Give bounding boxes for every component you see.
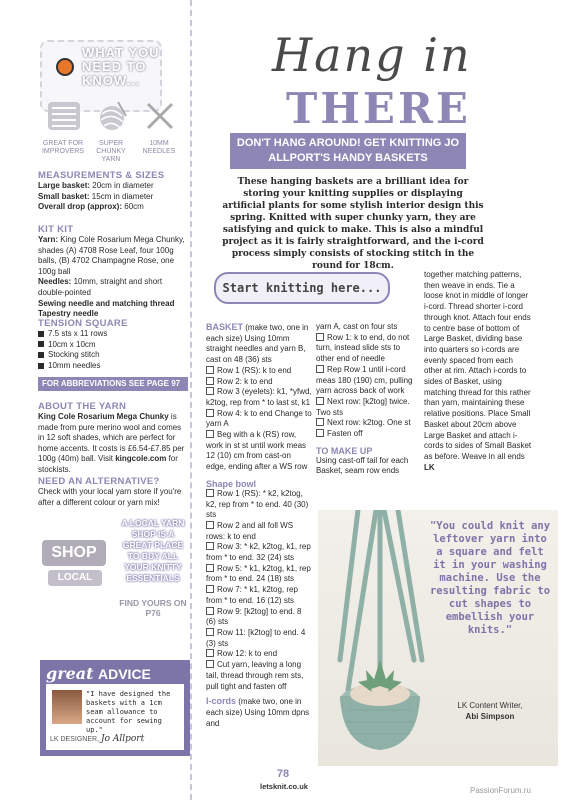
cast-on-text: yarn A, cast on four sts	[316, 322, 398, 331]
list-item: 7.5 sts x 11 rows	[38, 329, 188, 340]
standfirst: DON'T HANG AROUND! GET KNITTING JO ALLPORT'S HANDY BASKETS	[230, 133, 466, 169]
pattern-row: Fasten off	[316, 429, 416, 440]
intro-text: These hanging baskets are a brilliant idea for storing your knitting supplies or displaying artificial plants for some stylish interior design this spring. Knitted with super chunky yarn, they are satisfying and quick to make. This is also a mindful project as it is fairly straightforward, and the i-cord process simply consists of stocking stitch in the round for 18cm.	[222, 177, 484, 271]
make-up-heading: TO MAKE UP	[316, 445, 373, 456]
icon-caption: 10MM NEEDLES	[142, 140, 176, 155]
pattern-row: Row 9: [k2tog] to end. 8 (6) sts	[206, 606, 302, 627]
tension-heading: TENSION SQUARE	[38, 318, 128, 329]
pattern-row: Row 1 (RS): * k2, k2tog, k2, rep from * to end. 40 (30) sts	[206, 488, 309, 520]
about-yarn-section	[38, 401, 188, 476]
pattern-row: Next row: [k2tog] twice. Two sts	[316, 396, 410, 417]
list-item: 10mm needles	[38, 361, 188, 372]
about-heading: ABOUT THE YARN	[38, 401, 127, 412]
shop-sign: SHOP	[42, 540, 106, 566]
pattern-row: Next row: k2tog. One st	[316, 418, 416, 429]
make-up-text: Using cast-off tail for each Basket, seam row ends	[316, 455, 409, 476]
advice-title: ADVICE	[98, 666, 151, 682]
pattern-row: Row 2: k to end	[206, 377, 312, 388]
measurements-section	[38, 170, 188, 213]
pattern-column-1	[206, 322, 312, 729]
skill-icons	[41, 100, 180, 163]
pattern-row: Row 3 (eyelets): k1, *yfwd, k2tog, rep from * to last st, k1	[206, 387, 312, 407]
kit-text: Yarn: King Cole Rosarium Mega Chunky, shades (A) 4708 Rose Leaf, four 100g balls, (B) 4702 Champagne Rose, one 100g ball Needles: 10mm, straight and short double-pointed Sewing needle and matching thread Tapestry needle	[38, 235, 185, 319]
alternative-heading: NEED AN ALTERNATIVE?	[38, 476, 160, 487]
icon-caption: SUPER CHUNKY YARN	[96, 140, 126, 163]
pattern-column-2	[316, 322, 416, 477]
tension-list	[38, 329, 188, 371]
yarn-ball-icon	[92, 100, 132, 132]
list-item: 10cm x 10cm	[38, 340, 188, 351]
pattern-column-3	[424, 270, 532, 473]
page-number: 78	[276, 768, 290, 780]
advice-byline: LK DESIGNER, Jo Allport	[50, 734, 145, 744]
measurements-heading: MEASUREMENTS & SIZES	[38, 170, 165, 181]
title-there: THERE	[286, 84, 471, 133]
column-divider	[190, 0, 194, 800]
quote-attribution: LK Content Writer, Abi Simpson	[457, 701, 523, 721]
alternative-text: Check with your local yarn store if you're after a different colour or yarn mix!	[38, 487, 182, 507]
garter-swatch-icon	[44, 100, 84, 132]
crossed-needles-icon	[140, 100, 180, 132]
watermark: PassionForum.ru	[470, 786, 531, 795]
icord-instructions: I-cords (make two, one in each size) Using 10mm dpns and	[206, 696, 310, 728]
shop-local-text: A LOCAL YARN SHOP IS A GREAT PLACE TO BUY ALL YOUR KNITTY ESSENTIALS	[121, 518, 185, 583]
advice-great: great	[46, 664, 94, 683]
title-hang-in: Hang in	[272, 28, 472, 82]
badge-text: WHAT YOU NEED TO KNOW...	[82, 45, 160, 88]
pattern-row: Row 3: * k2, k2tog, k1, rep from * to end. 32 (24) sts	[206, 542, 311, 563]
start-knitting-banner: Start knitting here...	[214, 272, 390, 304]
basket-instructions: BASKET (make two, one in each size) Using 10mm straight needles and yarn B, cast on 48 (36) sts	[206, 322, 309, 365]
advice-panel	[46, 684, 184, 750]
pattern-row: Rep Row 1 until i-cord meas 180 (190) cm, pulling yarn across back of work	[316, 364, 413, 396]
end-sign: LK	[424, 462, 435, 472]
pattern-row: Row 11: [k2tog] to end. 4 (3) sts	[206, 627, 306, 648]
pattern-row: Row 2 and all foll WS rows: k to end	[206, 520, 294, 541]
pin-icon	[56, 58, 74, 76]
advice-quote: "I have designed the baskets with a 1cm seam allowance to account for sewing up."	[86, 690, 171, 734]
local-sign: LOCAL	[48, 570, 102, 586]
shape-bowl-heading: Shape bowl	[206, 478, 257, 489]
pattern-row: Row 1 (RS): k to end	[206, 366, 312, 377]
pattern-row: Row 12: k to end	[206, 649, 312, 660]
measurements-text: Large basket: 20cm in diameter Small basket: 15cm in diameter Overall drop (approx): 60cm	[38, 181, 154, 212]
designer-photo	[52, 690, 82, 724]
site-url: letsknit.co.uk	[260, 782, 308, 791]
make-up-continued: together matching patterns, then weave in ends. Tie a loose knot in middle of longer i-cord. Thread shorter i-cord through knot. Attach four ends to centre base of bottom of Large Basket, dividing base into quarters so i-cords are evenly spaced from each other at rim. Attach i-cords to sides of Basket, using matching thread for this rather than yarn, maintaining these relative positions. Place Small Basket about 20cm above Large Basket and attach i-cords to sides of Small Basket as before. Weave in all ends	[424, 270, 532, 461]
about-text: King Cole Rosarium Mega Chunky is made from pure merino wool and comes in 12 soft shades, which are perfect for home accents. It costs is £6.54-£7.85 per 100g (40m) ball. Visit kingcole.com for stockists.	[38, 412, 185, 474]
pattern-row: Beg with a k (RS) row, work in st st until work meas 12 (10) cm from cast-on edge, ending after a WS row	[206, 430, 308, 472]
pattern-row: Row 5: * k1, k2tog, k1, rep from * to end. 24 (18) sts	[206, 563, 311, 584]
alternative-section	[38, 476, 188, 508]
pattern-row: Row 4: k to end Change to yarn A	[206, 408, 312, 429]
find-yours-text: FIND YOURS ON P76	[119, 598, 187, 618]
advice-box	[40, 660, 190, 756]
list-item: Stocking stitch	[38, 350, 188, 361]
icon-caption: GREAT FOR IMPROVERS	[41, 140, 84, 155]
pattern-row: Row 1: k to end, do not turn, instead slide sts to other end of needle	[316, 332, 410, 364]
pull-quote: "You could knit any leftover yarn into a square and felt it in your washing machine. Use the resulting fabric to cut shapes to embellish your knits."	[429, 520, 551, 636]
kit-heading: KIT KIT	[38, 224, 74, 235]
abbreviations-bar: FOR ABBREVIATIONS SEE PAGE 97	[38, 377, 188, 391]
pattern-row: Row 7: * k1, k2tog, rep from * to end. 16 (12) sts	[206, 585, 298, 605]
pattern-row: Cut yarn, leaving a long tail, thread through rem sts, pull tight and fasten off	[206, 660, 304, 691]
tension-section	[38, 318, 188, 371]
kit-section	[38, 224, 188, 320]
